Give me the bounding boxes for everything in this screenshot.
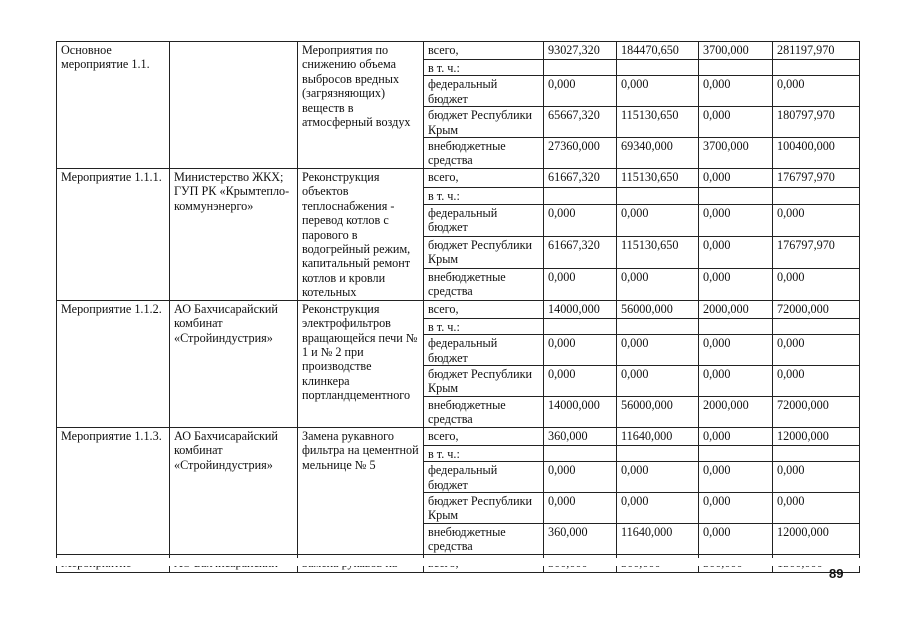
page-number: 89: [829, 566, 844, 581]
value-cell-2: 115130,650: [617, 169, 699, 188]
total-cell: 0,000: [773, 204, 860, 236]
value-cell-1: 0,000: [544, 76, 617, 107]
total-cell: [773, 445, 860, 461]
value-cell-3: 0,000: [699, 236, 773, 268]
table-row: [57, 427, 860, 445]
total-cell: 180797,970: [773, 107, 860, 138]
value-cell-1: 14000,000: [544, 300, 617, 318]
value-cell-3: 0,000: [699, 76, 773, 107]
value-cell-2: 184470,650: [617, 42, 699, 60]
funding-source-cell: всего,: [424, 169, 544, 188]
value-cell-2: 0,000: [617, 492, 699, 523]
total-cell: 176797,970: [773, 236, 860, 268]
value-cell-1: 93027,320: [544, 42, 617, 60]
total-cell: 12000,000: [773, 427, 860, 445]
funding-source-cell: федеральный бюджет: [424, 335, 544, 366]
table-body: [57, 42, 860, 573]
value-cell-1: [544, 187, 617, 204]
value-cell-1: 0,000: [544, 492, 617, 523]
funding-source-cell: внебюджетные средства: [424, 396, 544, 427]
funding-source-cell: федеральный бюджет: [424, 204, 544, 236]
value-cell-3: 0,000: [699, 268, 773, 300]
value-cell-2: 0,000: [617, 335, 699, 366]
total-cell: 72000,000: [773, 300, 860, 318]
value-cell-3: 2000,000: [699, 300, 773, 318]
value-cell-1: [544, 318, 617, 334]
value-cell-2: 0,000: [617, 462, 699, 493]
value-cell-2: 0,000: [617, 204, 699, 236]
value-cell-1: 360,000: [544, 427, 617, 445]
description-cell: Замена рукавного фильтра на цементной мельнице № 5: [298, 427, 424, 554]
value-cell-3: 0,000: [699, 462, 773, 493]
total-cell: [773, 187, 860, 204]
funding-source-cell: бюджет Республики Крым: [424, 492, 544, 523]
value-cell-1: 61667,320: [544, 236, 617, 268]
event-cell: Мероприятие 1.1.1.: [57, 169, 170, 301]
total-cell: 281197,970: [773, 42, 860, 60]
funding-source-cell: бюджет Республики Крым: [424, 236, 544, 268]
event-cell: Основное мероприятие 1.1.: [57, 42, 170, 169]
value-cell-2: 115130,650: [617, 236, 699, 268]
value-cell-2: 11640,000: [617, 523, 699, 554]
value-cell-1: [544, 445, 617, 461]
table-row: [57, 300, 860, 318]
value-cell-2: 56000,000: [617, 396, 699, 427]
total-cell: 100400,000: [773, 138, 860, 169]
value-cell-2: [617, 445, 699, 461]
funding-source-cell: в т. ч.:: [424, 187, 544, 204]
value-cell-3: 3700,000: [699, 42, 773, 60]
funding-source-cell: в т. ч.:: [424, 318, 544, 334]
value-cell-3: 0,000: [699, 204, 773, 236]
value-cell-2: 69340,000: [617, 138, 699, 169]
value-cell-3: 0,000: [699, 169, 773, 188]
value-cell-3: [699, 318, 773, 334]
total-cell: 0,000: [773, 462, 860, 493]
total-cell: [773, 318, 860, 334]
funding-source-cell: всего,: [424, 300, 544, 318]
value-cell-2: [617, 60, 699, 76]
total-cell: 0,000: [773, 365, 860, 396]
value-cell-2: 0,000: [617, 268, 699, 300]
funding-source-cell: внебюджетные средства: [424, 268, 544, 300]
executor-cell: АО Бахчисарайский комбинат «Стройиндустрия»: [170, 300, 298, 427]
funding-source-cell: внебюджетные средства: [424, 138, 544, 169]
total-cell: 0,000: [773, 492, 860, 523]
total-cell: 0,000: [773, 335, 860, 366]
value-cell-3: [699, 445, 773, 461]
value-cell-1: 14000,000: [544, 396, 617, 427]
total-cell: 176797,970: [773, 169, 860, 188]
event-cell: Мероприятие 1.1.2.: [57, 300, 170, 427]
funding-source-cell: в т. ч.:: [424, 60, 544, 76]
value-cell-1: [544, 60, 617, 76]
value-cell-2: 0,000: [617, 365, 699, 396]
value-cell-3: 0,000: [699, 492, 773, 523]
funding-source-cell: в т. ч.:: [424, 445, 544, 461]
funding-source-cell: внебюджетные средства: [424, 523, 544, 554]
value-cell-1: 27360,000: [544, 138, 617, 169]
value-cell-1: 61667,320: [544, 169, 617, 188]
value-cell-2: 115130,650: [617, 107, 699, 138]
value-cell-3: 3700,000: [699, 138, 773, 169]
value-cell-2: [617, 318, 699, 334]
total-cell: 72000,000: [773, 396, 860, 427]
value-cell-2: [617, 187, 699, 204]
table-row: [57, 169, 860, 188]
value-cell-1: 65667,320: [544, 107, 617, 138]
total-cell: 0,000: [773, 76, 860, 107]
value-cell-2: 56000,000: [617, 300, 699, 318]
funding-source-cell: всего,: [424, 42, 544, 60]
value-cell-3: 0,000: [699, 523, 773, 554]
value-cell-3: [699, 187, 773, 204]
budget-table: [56, 41, 860, 573]
total-cell: [773, 60, 860, 76]
total-cell: 12000,000: [773, 523, 860, 554]
funding-source-cell: всего,: [424, 427, 544, 445]
description-cell: Реконструкция объектов теплоснабжения - перевод котлов с парового в водогрейный режим, капитальный ремонт котлов и кровли котельных: [298, 169, 424, 301]
value-cell-1: 0,000: [544, 462, 617, 493]
value-cell-3: 2000,000: [699, 396, 773, 427]
value-cell-1: 0,000: [544, 204, 617, 236]
executor-cell: Министерство ЖКХ; ГУП РК «Крымтепло-коммунэнерго»: [170, 169, 298, 301]
value-cell-1: 0,000: [544, 268, 617, 300]
value-cell-3: 0,000: [699, 107, 773, 138]
value-cell-2: 11640,000: [617, 427, 699, 445]
value-cell-3: 0,000: [699, 365, 773, 396]
value-cell-2: 0,000: [617, 76, 699, 107]
event-cell: Мероприятие 1.1.3.: [57, 427, 170, 554]
executor-cell: [170, 42, 298, 169]
value-cell-1: 0,000: [544, 365, 617, 396]
table-row: [57, 42, 860, 60]
value-cell-1: 360,000: [544, 523, 617, 554]
value-cell-1: 0,000: [544, 335, 617, 366]
funding-source-cell: бюджет Республики Крым: [424, 107, 544, 138]
total-cell: 0,000: [773, 268, 860, 300]
value-cell-3: 0,000: [699, 335, 773, 366]
description-cell: Реконструкция электрофильтров вращающейся печи № 1 и № 2 при производстве клинкера портландцементного: [298, 300, 424, 427]
funding-source-cell: федеральный бюджет: [424, 462, 544, 493]
funding-source-cell: бюджет Республики Крым: [424, 365, 544, 396]
description-cell: Мероприятия по снижению объема выбросов вредных (загрязняющих) веществ в атмосферный воздух: [298, 42, 424, 169]
page-crop-mask: [0, 558, 905, 566]
executor-cell: АО Бахчисарайский комбинат «Стройиндустрия»: [170, 427, 298, 554]
value-cell-3: 0,000: [699, 427, 773, 445]
funding-source-cell: федеральный бюджет: [424, 76, 544, 107]
value-cell-3: [699, 60, 773, 76]
